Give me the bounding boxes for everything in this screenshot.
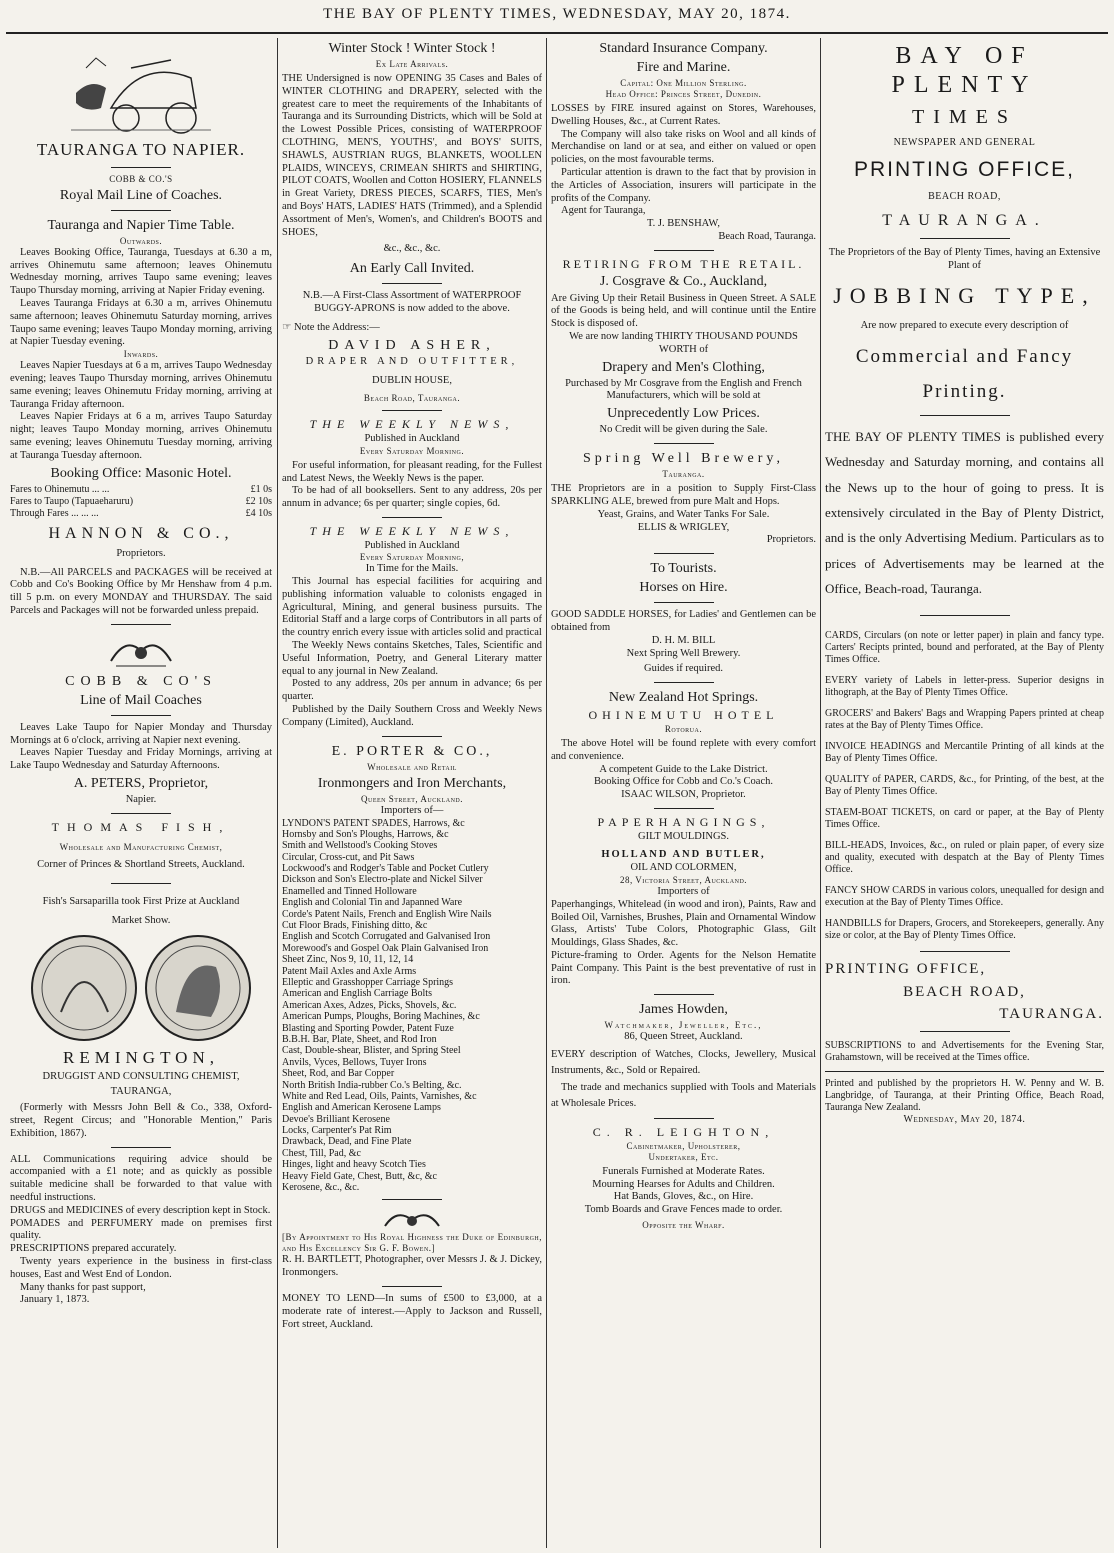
porter-trade: Ironmongers and Iron Merchants,	[317, 775, 507, 791]
news2-title: THE WEEKLY NEWS,	[309, 523, 515, 538]
remington-3: POMADES and PERFUMERY made on premises first quality.	[10, 1217, 272, 1242]
printing-ad: STAEM-BOAT TICKETS, on card or paper, at the Bay of Plenty Times Office.	[825, 807, 1104, 831]
cosgrave-sub: J. Cosgrave & Co., Auckland,	[599, 274, 768, 290]
porter-sub: Wholesale and Retail	[367, 761, 457, 772]
cobb-sub: COBB & CO.'S	[109, 173, 173, 184]
printing-office: PRINTING OFFICE,	[854, 158, 1075, 182]
printing-ads-list	[825, 630, 1104, 942]
news1-l2: Every Saturday Morning.	[359, 445, 465, 456]
fare-price: £1 0s	[250, 483, 272, 495]
porter-importers: Importers of—	[380, 804, 444, 816]
column-2	[277, 38, 542, 1548]
remington-sub: DRUGGIST AND CONSULTING CHEMIST,	[42, 1070, 240, 1082]
royal-crest-icon	[101, 631, 181, 671]
tourists-addr: Next Spring Well Brewery.	[626, 647, 741, 659]
times-sub: NEWSPAPER AND GENERAL	[893, 136, 1036, 148]
divider	[111, 883, 171, 884]
divider	[654, 1118, 714, 1119]
brewery-sub: Tauranga.	[662, 469, 705, 480]
cosgrave-prices: Unprecedently Low Prices.	[607, 406, 760, 422]
leighton-1: Funerals Furnished at Moderate Rates.	[602, 1165, 765, 1177]
porter-item: Dickson and Son's Electro-plate and Nickel Silver	[282, 874, 483, 886]
insurance-title: Standard Insurance Company.	[599, 41, 768, 56]
porter-item: Lockwood's and Rodger's Table and Pocket Cutlery	[282, 863, 489, 875]
divider	[111, 715, 171, 716]
paper-addr: 28, Victoria Street, Auckland.	[619, 874, 748, 885]
mail-sub: Line of Mail Coaches	[80, 692, 202, 708]
printing: Printing.	[922, 380, 1007, 402]
cobb-nb: N.B.—All PARCELS and PACKAGES will be received at Cobb and Co's Booking Office by Mr Henshaw from 4 p.m. till 5 p.m. on every MONDAY and THURSDAY. The said Parcels and Packages will not be forwarded unless prepaid.	[10, 566, 272, 616]
asher-note: ☞ Note the Address:—	[282, 321, 380, 333]
divider	[654, 994, 714, 995]
insurance-1: LOSSES by FIRE insured against on Stores, Warehouses, Dwelling Houses, &c., at Current Rates.	[551, 103, 816, 127]
brewery-1: THE Proprietors are in a position to Supply First-Class SPARKLING ALE, brewed from pure Malt and Hops.	[551, 483, 816, 507]
tourists-name: D. H. M. BILL	[651, 634, 716, 646]
news2-l1: Published in Auckland	[364, 539, 460, 551]
insurance-2: The Company will also take risks on Wool and all kinds of Merchandise on land or at sea, and either on valued or open policies, on the most favourable terms.	[551, 128, 816, 166]
news2-p4: Published by the Daily Southern Cross and Weekly News Company (Limited), Auckland.	[282, 704, 542, 728]
money-to-lend: MONEY TO LEND—In sums of £500 to £3,000, at a moderate rate of interest.—Apply to Jackson and Russell, Fort street, Auckland.	[282, 1292, 542, 1330]
printing-ad: HANDBILLS for Drapers, Grocers, and Storekeepers, generally. Any size or color, at the Bay of Plenty Times Office.	[825, 918, 1104, 942]
paper-sub: GILT MOULDINGS.	[637, 830, 729, 842]
divider	[382, 283, 442, 284]
porter-item: Sheet, Rod, and Bar Copper	[282, 1068, 395, 1080]
paper-1: Paperhangings, Whitelead (in wood and iron), Paints, Raw and Boiled Oil, Varnishes, Brushes, Plain and Ornamental Window Glass, Artists' Tube Colors, Photographic Glass, Gilt Mouldings, Glass Shades, &c.	[551, 898, 816, 949]
po-3: TAURANGA.	[999, 1005, 1104, 1022]
cobb-line: Royal Mail Line of Coaches.	[59, 187, 223, 203]
porter-item: English and Colonial Tin and Japanned Ware	[282, 897, 463, 909]
column-4	[820, 38, 1104, 1548]
paper-2: Picture-framing to Order. Agents for the Nelson Hematite Paint Company. This Paint is the best preventative of rust in iron.	[551, 949, 816, 987]
fish-sub: Wholesale and Manufacturing Chemist,	[59, 841, 223, 852]
insurance-addr: Beach Road, Tauranga.	[718, 231, 816, 243]
news2-p1: This Journal has especial facilities for acquiring and publishing information valuable to colonists engaged in Agricultural, Mining, and general business pursuits. The Editorial Staff and a large corps of Contributors in all parts of the country enrich every issue with articles solid and practical	[282, 576, 542, 639]
howden-title: James Howden,	[639, 1002, 728, 1018]
fare-price: £4 10s	[245, 508, 272, 519]
mail-1: Leaves Lake Taupo for Napier Monday and Thursday Mornings at 6 o'clock, arriving at Napier next evening.	[10, 721, 272, 746]
porter-item: LYNDON'S PATENT SPADES, Harrows, &c	[282, 817, 465, 829]
porter-item: Patent Mail Axles and Axle Arms	[282, 965, 417, 977]
fare-label: Fares to Taupo (Tapuaeharuru)	[10, 495, 134, 507]
fare-label: Through Fares ... ... ...	[10, 508, 99, 519]
divider	[654, 808, 714, 809]
porter-item: Anvils, Vyces, Bellows, Tuyer Irons	[282, 1056, 427, 1068]
cosgrave-1: Are Giving Up their Retail Business in Queen Street. A SALE of the Goods is being held, and will continue until the Entire Stock is disposed of.	[551, 292, 816, 330]
remington-2: DRUGS and MEDICINES of every description kept in Stock.	[10, 1204, 271, 1216]
medal-icon	[26, 932, 256, 1044]
remington-5: Twenty years experience in the business in first-class houses, East and West End of London.	[10, 1255, 272, 1280]
subscriptions: SUBSCRIPTIONS to and Advertisements for the Evening Star, Grahamstown, will be received at the Times office.	[825, 1040, 1104, 1064]
hotel-3: Booking Office for Cobb and Co.'s Coach.	[593, 776, 773, 788]
insurance-sub: Fire and Marine.	[636, 60, 731, 76]
remington-1: ALL Communications requiring advice should be accompanied with a £1 note; and as quickly as possible suitable medicine shall be forwarded to that value with needful instructions.	[10, 1153, 272, 1203]
porter-item: American and English Carriage Bolts	[282, 988, 432, 1000]
divider	[920, 951, 1010, 952]
fish-prize: Fish's Sarsaparilla took First Prize at Auckland	[42, 896, 240, 908]
column-3	[546, 38, 816, 1548]
asher-name: DAVID ASHER,	[328, 337, 496, 353]
cobb-timetable: Tauranga and Napier Time Table.	[47, 217, 235, 233]
porter-item: Cut Floor Brads, Finishing ditto, &c	[282, 920, 428, 932]
times-title: BAY OF PLENTY	[891, 43, 1038, 99]
prepared-text: Are now prepared to execute every description of	[860, 319, 1069, 331]
remington-4: PRESCRIPTIONS prepared accurately.	[10, 1243, 177, 1255]
cobb-title: TAURANGA TO NAPIER.	[36, 140, 246, 159]
remington-town: TAURANGA,	[110, 1086, 172, 1098]
leighton-sub1: Cabinetmaker, Upholsterer,	[626, 1140, 741, 1151]
porter-item: Kerosene, &c., &c.	[282, 1182, 360, 1194]
masthead: THE BAY OF PLENTY TIMES, WEDNESDAY, MAY 20, 1874.	[323, 6, 791, 22]
porter-items-list	[282, 818, 542, 1194]
asher-etc: &c., &c., &c.	[383, 243, 441, 255]
porter-title: E. PORTER & CO.,	[331, 743, 493, 759]
porter-item: Chest, Till, Pad, &c	[282, 1147, 361, 1159]
remington-formerly: (Formerly with Messrs John Bell & Co., 338, Oxford-street, Regent Circus; and "Honorable Mention," Paris Exhibition, 1867).	[10, 1102, 272, 1139]
bartlett-body: R. H. BARTLETT, Photographer, over Messrs J. & J. Dickey, Ironmongers.	[282, 1254, 542, 1279]
booking-office: Booking Office: Masonic Hotel.	[50, 465, 232, 481]
leighton-addr: Opposite the Wharf.	[642, 1219, 725, 1230]
howden-1: EVERY description of Watches, Clocks, Jewellery, Musical Instruments, &c., Sold or Repaired.	[551, 1049, 816, 1077]
porter-item: Elleptic and Grasshopper Carriage Springs	[282, 977, 454, 988]
brewery-2: Yeast, Grains, and Water Tanks For Sale.	[597, 508, 770, 520]
porter-item: English and Scotch Corrugated and Galvanised Iron	[282, 931, 491, 943]
insurance-office: Head Office: Princes Street, Dunedin.	[605, 89, 762, 100]
porter-item: Smith and Wellstood's Cooking Stoves	[282, 840, 438, 852]
mail-peters: A. PETERS, Proprietor,	[73, 776, 209, 792]
insurance-3: Particular attention is drawn to the fact that by provision in the Articles of Association, insurers will participate in the profits of the Company.	[551, 167, 816, 204]
divider	[382, 1286, 442, 1287]
commercial-fancy: Commercial and Fancy	[855, 345, 1074, 367]
divider	[920, 615, 1010, 616]
cosgrave-drapery: Drapery and Men's Clothing,	[602, 359, 765, 375]
cosgrave-2: We are now landing THIRTY THOUSAND POUNDS WORTH of	[569, 330, 798, 355]
porter-item: Devoe's Brilliant Kerosene	[282, 1113, 390, 1125]
bartlett-appt: [By Appointment to His Royal Highness the Duke of Edinburgh, and His Excellency Sir G. F. Bowen.]	[282, 1232, 542, 1254]
paper-firm: HOLLAND AND BUTLER,	[601, 849, 766, 861]
printing-ad: FANCY SHOW CARDS in various colors, unequalled for design and execution at the Bay of Plenty Times Office.	[825, 885, 1104, 909]
asher-call: An Early Call Invited.	[349, 261, 475, 277]
divider	[825, 1071, 1104, 1072]
hotel-title: New Zealand Hot Springs.	[608, 690, 759, 706]
divider	[382, 410, 442, 411]
divider	[111, 210, 171, 211]
porter-item: Locks, Carpenter's Pat Rim	[282, 1125, 392, 1137]
porter-item: Blasting and Sporting Powder, Patent Fuze	[282, 1022, 454, 1034]
divider	[654, 250, 714, 251]
printing-ad: INVOICE HEADINGS and Mercantile Printing of all kinds at the Bay of Plenty Times Office.	[825, 741, 1104, 765]
times-title-2: TIMES	[912, 105, 1017, 128]
fare-row	[10, 508, 272, 520]
porter-item: Hinges, light and heavy Scotch Ties	[282, 1159, 426, 1171]
porter-item: American Axes, Adzes, Picks, Shovels, &c.	[282, 999, 457, 1011]
royal-crest-icon	[377, 1206, 447, 1232]
inwards-2: Leaves Napier Fridays at 6 a m, arrives Taupo Saturday night; leaves Taupo Monday morning, arrives Ohinemutu same evening; leaves Ohinemutu Tuesday morning, arriving at Tauranga Tuesday afternoon.	[10, 411, 272, 461]
news1-l1: Published in Auckland	[364, 432, 460, 444]
printing-ad: EVERY variety of Labels in letter-press. Superior designs in lithograph, at the Bay of Plenty Times Office.	[825, 675, 1104, 699]
porter-item: Drawback, Dead, and Fine Plate	[282, 1136, 412, 1148]
po-2: BEACH ROAD,	[903, 983, 1026, 1000]
divider	[654, 602, 714, 603]
porter-item: B.B.H. Bar, Plate, Sheet, and Rod Iron	[282, 1033, 437, 1045]
outwards-heading: Outwards.	[119, 235, 163, 246]
asher-house: DUBLIN HOUSE,	[372, 374, 452, 386]
porter-item: Circular, Cross-cut, and Pit Saws	[282, 851, 415, 863]
divider	[920, 238, 1010, 239]
divider	[111, 167, 171, 168]
mail-title: COBB & CO'S	[65, 673, 217, 689]
printing-ad: QUALITY of PAPER, CARDS, &c., for Printing, of the best, at the Bay of Plenty Times Office.	[825, 774, 1104, 798]
cosgrave-3: Purchased by Mr Cosgrave from the English and French Manufacturers, which will be sold at	[565, 377, 802, 402]
divider	[382, 736, 442, 737]
divider	[654, 553, 714, 554]
tourists-guides: Guides if required.	[643, 663, 724, 675]
divider	[920, 415, 1010, 416]
news2-p2: The Weekly News contains Sketches, Tales, Scientific and Useful Information, Poetry, and General Literary matter equal to any journal in New Zealand.	[282, 640, 542, 677]
tourists-sub: Horses on Hire.	[639, 580, 728, 596]
jobbing-type: JOBBING TYPE,	[833, 283, 1096, 309]
fare-price: £2 10s	[245, 495, 272, 507]
printing-ad: GROCERS' and Bakers' Bags and Wrapping Papers printed at cheap rates at the Bay of Plenty Times Office.	[825, 708, 1104, 732]
hannon-name: HANNON & CO.,	[48, 525, 234, 543]
leighton-2: Mourning Hearses for Adults and Children.	[592, 1178, 775, 1190]
insurance-name: T. J. BENSHAW,	[647, 218, 720, 230]
fish-addr: Corner of Princes & Shortland Streets, Auckland.	[37, 858, 245, 870]
mail-napier: Napier.	[125, 794, 157, 806]
cosgrave-credit: No Credit will be given during the Sale.	[599, 424, 768, 436]
news2-l3: In Time for the Mails.	[365, 563, 459, 575]
news2-p3: Posted to any address, 20s per annum in advance; 6s per quarter.	[282, 678, 542, 703]
asher-title: Winter Stock ! Winter Stock !	[328, 41, 496, 56]
divider	[111, 1147, 171, 1148]
remington-6: Many thanks for past support,	[20, 1281, 146, 1293]
paper-importers: Importers of	[657, 885, 710, 897]
leighton-title: C. R. LEIGHTON,	[592, 1125, 775, 1140]
divider	[920, 1031, 1010, 1032]
porter-street: Queen Street, Auckland.	[361, 793, 463, 804]
divider	[111, 624, 171, 625]
asher-nb: N.B.—A First-Class Assortment of WATERPROOF BUGGY-APRONS is now added to the above.	[302, 290, 522, 315]
insurance-agent: Agent for Tauranga,	[561, 205, 646, 217]
tourists-1: GOOD SADDLE HORSES, for Ladies' and Gentlemen can be obtained from	[551, 609, 816, 634]
howden-2: The trade and mechanics supplied with Tools and Materials at Wholesale Prices.	[551, 1081, 816, 1109]
brewery-title: Spring Well Brewery,	[583, 451, 784, 467]
fish-title: THOMAS FISH,	[51, 819, 231, 834]
remington-title: REMINGTON,	[63, 1047, 219, 1067]
inwards-1: Leaves Napier Tuesdays at 6 a m, arrives Taupo Wednesday evening; leaves Taupo Thursday morning, arrives Ohinemutu same evening; leaves Ohinemutu Friday morning, arriving at Tauranga Friday afternoon.	[10, 360, 272, 410]
porter-item: North British India-rubber Co.'s Belting, &c.	[282, 1079, 462, 1091]
times-description: THE BAY OF PLENTY TIMES is published every Wednesday and Saturday morning, and contains all the News up to the hour of going to press. It is extensively circulated in the Bay of Plenty District, and is the only Advertising Medium. Particulars as to prices of Advertisements may be learned at the Office, Beach-road, Tauranga.	[825, 428, 1104, 597]
leighton-4: Tomb Boards and Grave Fences made to order.	[584, 1204, 783, 1216]
porter-item: Enamelled and Tinned Holloware	[282, 885, 417, 897]
divider	[382, 517, 442, 518]
fare-label: Fares to Ohinemutu ... ...	[10, 483, 110, 495]
porter-item: American Pumps, Ploughs, Boring Machines, &c	[282, 1011, 480, 1023]
brewery-names: ELLIS & WRIGLEY,	[637, 521, 730, 533]
printing-ad: CARDS, Circulars (on note or letter paper) in plain and fancy type. Carters' Recipts printed, bound and perforated, at the Bay of Plenty Times Office.	[825, 630, 1104, 666]
po-1: PRINTING OFFICE,	[825, 961, 987, 978]
coach-illustration	[71, 38, 211, 138]
asher-trade: DRAPER AND OUTFITTER,	[305, 355, 519, 367]
mail-2: Leaves Napier Tuesday and Friday Mornings, arriving at Lake Taupo Wednesday and Saturday Afternoons.	[10, 747, 272, 772]
proprietors-text: The Proprietors of the Bay of Plenty Times, having an Extensive Plant of	[828, 247, 1101, 272]
hotel-name: OHINEMUTU HOTEL	[588, 708, 779, 723]
howden-sub: Watchmaker, Jeweller, Etc.,	[604, 1020, 763, 1031]
divider	[654, 443, 714, 444]
divider	[654, 682, 714, 683]
hannon-proprietors: Proprietors.	[116, 547, 166, 559]
inwards-heading: Inwards.	[123, 349, 159, 360]
hotel-prop: ISAAC WILSON, Proprietor.	[621, 789, 746, 801]
brewery-props: Proprietors.	[766, 534, 816, 546]
imprint-date: Wednesday, May 20, 1874.	[903, 1114, 1026, 1126]
imprint: Printed and published by the proprietors H. W. Penny and W. B. Langbridge, of Tauranga, at their Printing Office, Beach Road, Tauranga New Zealand.	[825, 1077, 1104, 1114]
fare-row	[10, 484, 272, 496]
hotel-place: Rotorua.	[664, 723, 703, 734]
porter-item: Hornsby and Son's Ploughs, Harrows, &c	[282, 828, 449, 840]
fish-show: Market Show.	[111, 915, 171, 927]
porter-item: Heavy Field Gate, Chest, Butt, &c, &c	[282, 1170, 437, 1182]
hotel-2: A competent Guide to the Lake District.	[599, 763, 768, 775]
insurance-capital: Capital: One Million Sterling.	[620, 78, 747, 89]
remington-date: January 1, 1873.	[20, 1294, 90, 1306]
leighton-sub2: Undertaker, Etc.	[648, 1151, 719, 1162]
paper-title: PAPERHANGINGS,	[597, 814, 770, 829]
tauranga: TAURANGA.	[882, 211, 1047, 229]
outwards-2: Leaves Tauranga Fridays at 6.30 a m, arrives Ohinemutu same afternoon; leaves Ohinemutu Saturday morning, arrives Taupo same evening; leaves Taupo Monday morning, arriving at Napier Tuesday evening.	[10, 298, 272, 348]
porter-item: Cast, Double-shear, Blister, and Spring Steel	[282, 1045, 461, 1057]
masthead-rule	[6, 32, 1108, 34]
fare-row	[10, 496, 272, 508]
news1-body: For useful information, for pleasant reading, for the Fullest and Latest News, the Weekly News is the paper.	[282, 459, 542, 484]
asher-road: Beach Road, Tauranga.	[363, 393, 461, 404]
howden-addr: 86, Queen Street, Auckland.	[624, 1031, 743, 1043]
asher-body: THE Undersigned is now OPENING 35 Cases and Bales of WINTER CLOTHING and DRAPERY, selected with the greatest care to meet the requirements of the Inhabitants of Tauranga and its Surrounding Districts, which will be Sold at the Lowest Possible Prices, consisting of WATERPROOF CLOTHING, MEN'S, YOUTHS', and BOYS' SUITS, SHAWLS, AUSTRIAN RUGS, BLANKETS, WOOLLEN PLAIDS, WINCEYS, CRIMEAN SHIRTS and SHIRTING, PILOT COATS, Woollen and Cotton HOSIERY, FLANNELS in Great Variety, DRESS PIECES, SCARFS, TIES, Men's and Boys' HATS, LADIES' HATS (Trimmed), and a Splendid Assortment of Men's, Women's, and Children's BOOTS and SHOES,	[282, 73, 542, 238]
tourists-title: To Tourists.	[650, 561, 717, 577]
column-1	[10, 38, 272, 1548]
hotel-1: The above Hotel will be found replete with every comfort and convenience.	[551, 737, 816, 762]
outwards-1: Leaves Booking Office, Tauranga, Tuesdays at 6.30 a m, arrives Ohinemutu same afternoon; leaves Ohinemutu Wednesday morning, arrives Taupo same evening; leaves Taupo Thursday morning, arriving at Napier Friday evening.	[10, 246, 272, 297]
porter-item: White and Red Lead, Oils, Paints, Varnishes, &c	[282, 1090, 477, 1102]
news1-title: THE WEEKLY NEWS,	[309, 417, 515, 432]
paper-trade: OIL AND COLORMEN,	[630, 862, 737, 874]
cosgrave-title: RETIRING FROM THE RETAIL.	[562, 256, 805, 271]
porter-item: English and American Kerosene Lamps	[282, 1102, 441, 1114]
divider	[382, 1199, 442, 1200]
beach-road: BEACH ROAD,	[928, 190, 1001, 202]
printing-ad: BILL-HEADS, Invoices, &c., on ruled or plain paper, of every size and quality, executed with despatch at the Bay of Plenty Times Office.	[825, 840, 1104, 876]
divider	[111, 813, 171, 814]
news1-body2: To be had of all booksellers. Sent to any address, 20s per annum in advance; 6s per quarter; single copies, 6d.	[282, 485, 542, 510]
leighton-3: Hat Bands, Gloves, &c., on Hire.	[613, 1191, 754, 1203]
porter-item: Sheet Zinc, Nos 9, 10, 11, 12, 14	[282, 954, 414, 966]
porter-item: Corde's Patent Nails, French and English Wire Nails	[282, 908, 492, 920]
asher-sub: Ex Late Arrivals.	[375, 59, 449, 70]
news2-l2: Every Saturday Morning,	[359, 552, 465, 563]
porter-item: Morewood's and Gospel Oak Plain Galvanised Iron	[282, 942, 489, 954]
